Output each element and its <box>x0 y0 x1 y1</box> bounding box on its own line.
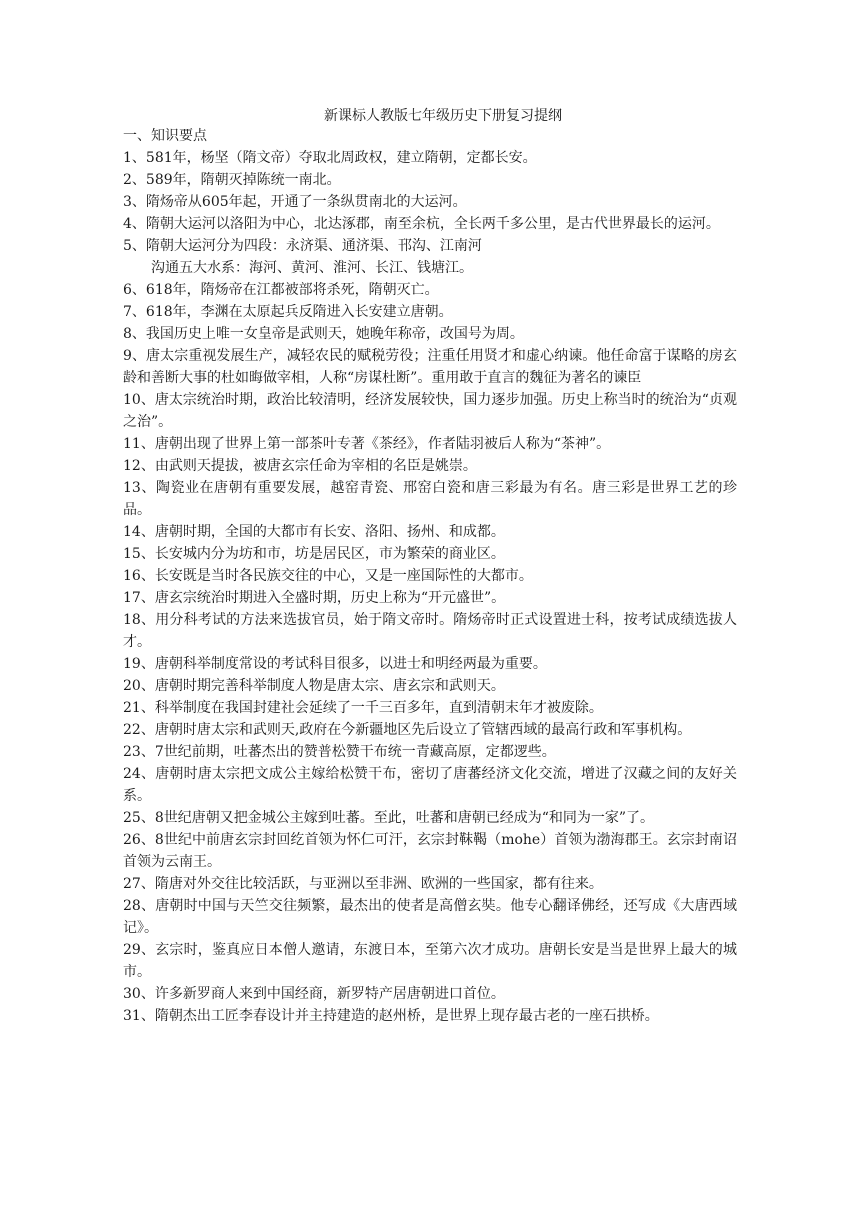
list-item: 28、唐朝时中国与天竺交往频繁，最杰出的使者是高僧玄奘。他专心翻译佛经，还写成《大唐西域记》。 <box>123 898 737 936</box>
list-item: 14、唐朝时期，全国的大都市有长安、洛阳、扬州、和成都。 <box>123 524 505 540</box>
list-item: 12、由武则天提拔，被唐玄宗任命为宰相的名臣是姚崇。 <box>123 458 477 474</box>
list-item: 19、唐朝科举制度常设的考试科目很多，以进士和明经两最为重要。 <box>123 656 547 672</box>
list-item: 29、玄宗时，鉴真应日本僧人邀请，东渡日本，至第六次才成功。唐朝长安是当是世界上最大的城市。 <box>123 942 737 980</box>
list-item: 17、唐玄宗统治时期进入全盛时期，历史上称为“开元盛世”。 <box>123 590 506 606</box>
list-item: 8、我国历史上唯一女皇帝是武则天，她晚年称帝，改国号为周。 <box>123 326 524 342</box>
list-item: 27、隋唐对外交往比较活跃，与亚洲以至非洲、欧洲的一些国家，都有往来。 <box>123 876 603 892</box>
list-item: 2、589年，隋朝灭掉陈统一南北。 <box>123 172 341 188</box>
list-item: 21、科举制度在我国封建社会延续了一千三百多年，直到清朝末年才被废除。 <box>123 700 603 716</box>
list-item-continuation: 沟通五大水系：海河、黄河、淮河、长江、钱塘江。 <box>151 260 473 276</box>
document-page <box>123 107 737 1027</box>
section-heading: 一、知识要点 <box>123 128 207 144</box>
list-item: 22、唐朝时唐太宗和武则天,政府在今新疆地区先后设立了管辖西域的最高行政和军事机构。 <box>123 722 692 738</box>
list-item: 3、隋炀帝从605年起，开通了一条纵贯南北的大运河。 <box>123 194 467 210</box>
list-item: 10、唐太宗统治时期，政治比较清明，经济发展较快，国力逐步加强。历史上称当时的统治为“贞观之治”。 <box>123 392 737 430</box>
list-item: 23、7世纪前期，吐蕃杰出的赞普松赞干布统一青藏高原，定都逻些。 <box>123 744 556 760</box>
list-item: 4、隋朝大运河以洛阳为中心，北达涿郡，南至余杭，全长两千多公里，是古代世界最长的运河。 <box>123 216 720 232</box>
list-item: 13、陶瓷业在唐朝有重要发展，越窑青瓷、邢窑白瓷和唐三彩最为有名。唐三彩是世界工艺的珍品。 <box>123 480 737 518</box>
list-item: 20、唐朝时期完善科举制度人物是唐太宗、唐玄宗和武则天。 <box>123 678 505 694</box>
list-item: 30、许多新罗商人来到中国经商，新罗特产居唐朝进口首位。 <box>123 986 505 1002</box>
list-item: 7、618年，李渊在太原起兵反隋进入长安建立唐朝。 <box>123 304 453 320</box>
list-item: 9、唐太宗重视发展生产，减轻农民的赋税劳役；注重任用贤才和虚心纳谏。他任命富于谋略的房玄龄和善断大事的杜如晦做宰相，人称“房谋杜断”。重用敢于直言的魏征为著名的谏臣 <box>123 348 737 386</box>
list-item: 5、隋朝大运河分为四段：永济渠、通济渠、邗沟、江南河 <box>123 238 482 254</box>
list-item: 15、长安城内分为坊和市，坊是居民区，市为繁荣的商业区。 <box>123 546 505 562</box>
list-item: 18、用分科考试的方法来选拔官员，始于隋文帝时。隋炀帝时正式设置进士科，按考试成绩选拔人才。 <box>123 612 737 650</box>
list-item: 25、8世纪唐朝又把金城公主嫁到吐蕃。至此，吐蕃和唐朝已经成为“和同为一家”了。 <box>123 810 655 826</box>
list-item: 6、618年，隋炀帝在江都被部将杀死，隋朝灭亡。 <box>123 282 439 298</box>
list-item: 16、长安既是当时各民族交往的中心，又是一座国际性的大都市。 <box>123 568 533 584</box>
list-item: 11、唐朝出现了世界上第一部茶叶专著《茶经》，作者陆羽被后人称为“茶神”。 <box>123 436 611 452</box>
list-item: 26、8世纪中前唐玄宗封回纥首领为怀仁可汗，玄宗封靺鞨（mohe）首领为渤海郡王。玄宗封南诏首领为云南王。 <box>123 832 737 870</box>
list-item: 24、唐朝时唐太宗把文成公主嫁给松赞干布，密切了唐蕃经济文化交流，增进了汉藏之间的友好关系。 <box>123 766 737 804</box>
list-item: 31、隋朝杰出工匠李春设计并主持建造的赵州桥，是世界上现存最古老的一座石拱桥。 <box>123 1008 659 1024</box>
document-title: 新课标人教版七年级历史下册复习提纲 <box>324 108 562 124</box>
list-item: 1、581年，杨坚（隋文帝）夺取北周政权，建立隋朝，定都长安。 <box>123 150 537 166</box>
